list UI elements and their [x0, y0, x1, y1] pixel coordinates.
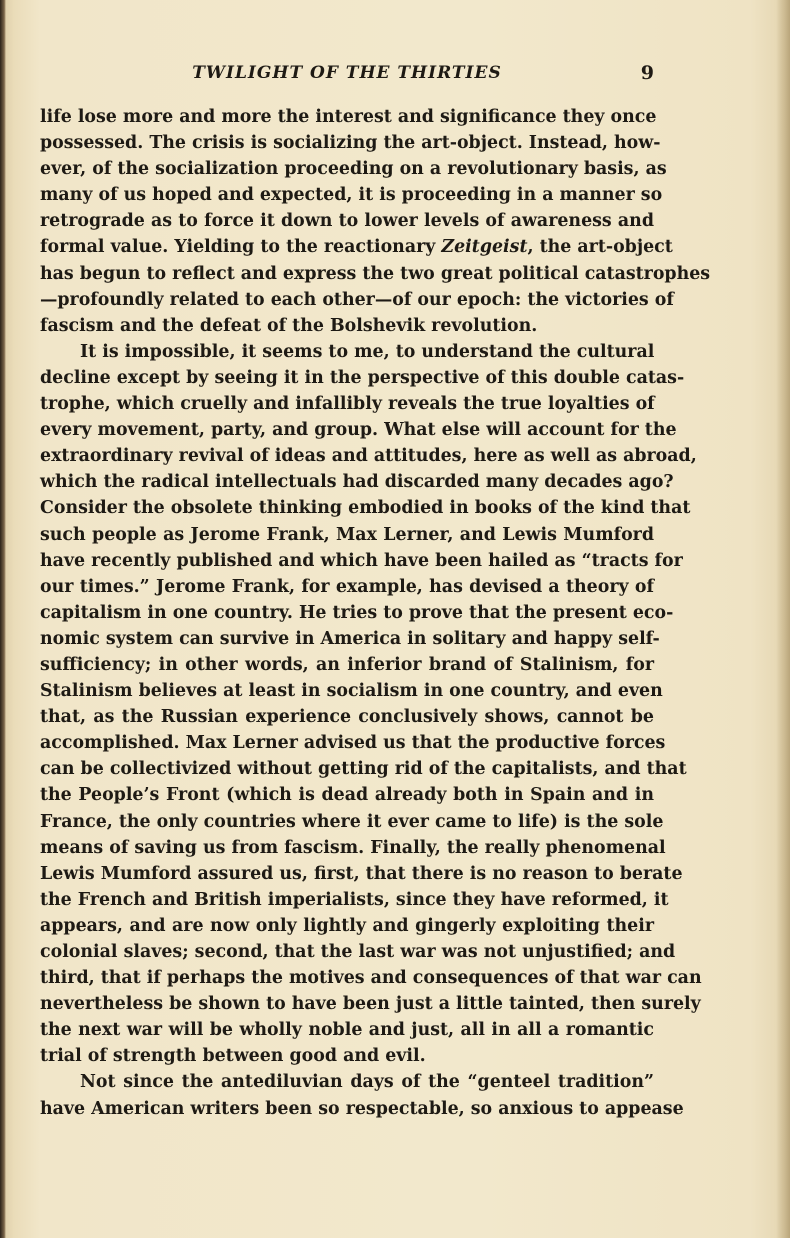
- text-line: that, as the Russian experience conclusively shows, cannot be: [40, 707, 654, 728]
- text-line: can be collectivized without getting rid of the capitalists, and that: [40, 759, 687, 780]
- paragraph-1: [40, 104, 711, 339]
- running-head: [40, 60, 654, 86]
- text-line-zeitgeist: formal value. Yielding to the reactionary Zeitgeist, the art-object: [40, 237, 673, 258]
- text-line: accomplished. Max Lerner advised us that the productive forces: [40, 733, 666, 754]
- text-line: such people as Jerome Frank, Max Lerner, and Lewis Mumford: [40, 524, 654, 545]
- page-edge-shadow: [776, 0, 790, 1238]
- text-line: have recently published and which have been hailed as “tracts for: [40, 550, 683, 571]
- text-line: life lose more and more the interest and significance they once: [40, 107, 657, 127]
- text-line: colonial slaves; second, that the last war was not unjustified; and: [40, 942, 676, 962]
- text-line: appears, and are now only lightly and gingerly exploiting their: [40, 915, 654, 936]
- text-line: Consider the obsolete thinking embodied in books of the kind that: [40, 498, 691, 519]
- text-line: Stalinism believes at least in socialism in one country, and even: [40, 681, 663, 702]
- book-spine-shadow: [0, 0, 6, 1238]
- text-line: the next war will be wholly noble and just, all in all a romantic: [40, 1020, 654, 1041]
- text-line: fascism and the defeat of the Bolshevik revolution.: [40, 315, 538, 336]
- text-line: possessed. The crisis is socializing the art-object. Instead, how-: [40, 133, 661, 154]
- text-line: which the radical intellectuals had discarded many decades ago?: [40, 472, 674, 493]
- text-line: extraordinary revival of ideas and attitudes, here as well as abroad,: [40, 446, 697, 467]
- text-line: Not since the antediluvian days of the “genteel tradition”: [80, 1072, 654, 1093]
- page-number: 9: [640, 62, 654, 84]
- text-line: trophe, which cruelly and infallibly reveals the true loyalties of: [40, 394, 655, 415]
- text-line: trial of strength between good and evil.: [40, 1046, 426, 1067]
- text-line: sufficiency; in other words, an inferior brand of Stalinism, for: [40, 654, 654, 675]
- text-line: the French and British imperialists, since they have reformed, it: [40, 889, 669, 910]
- text-line: means of saving us from fascism. Finally, the really phenomenal: [40, 837, 666, 858]
- text-line: has begun to reflect and express the two great political catastrophes: [40, 263, 711, 284]
- running-title: TWILIGHT OF THE THIRTIES: [192, 63, 502, 83]
- text-line: —profoundly related to each other—of our epoch: the victories of: [40, 289, 674, 310]
- paragraph-3: [40, 1069, 684, 1121]
- text-line: third, that if perhaps the motives and consequences of that war can: [40, 968, 702, 989]
- text-line: the People’s Front (which is dead already both in Spain and in: [40, 785, 654, 806]
- body-text: [40, 104, 711, 1122]
- text-line: Lewis Mumford assured us, first, that there is no reason to berate: [40, 863, 683, 884]
- text-line: every movement, party, and group. What else will account for the: [40, 420, 677, 441]
- text-line: retrograde as to force it down to lower levels of awareness and: [40, 211, 654, 232]
- text-line: nevertheless be shown to have been just a little tainted, then surely: [40, 994, 701, 1015]
- text-line: decline except by seeing it in the perspective of this double catas-: [40, 367, 685, 388]
- text-line: our times.” Jerome Frank, for example, has devised a theory of: [40, 576, 654, 597]
- text-line: nomic system can survive in America in solitary and happy self-: [40, 628, 660, 649]
- text-line: It is impossible, it seems to me, to understand the cultural: [80, 341, 655, 362]
- paragraph-2: [40, 339, 702, 1070]
- text-line: many of us hoped and expected, it is proceeding in a manner so: [40, 185, 663, 206]
- text-line: France, the only countries where it ever came to life) is the sole: [40, 811, 664, 832]
- text-line: ever, of the socialization proceeding on a revolutionary basis, as: [40, 159, 667, 180]
- text-line: have American writers been so respectable, so anxious to appease: [40, 1098, 684, 1119]
- text-line: capitalism in one country. He tries to prove that the present eco-: [40, 602, 674, 623]
